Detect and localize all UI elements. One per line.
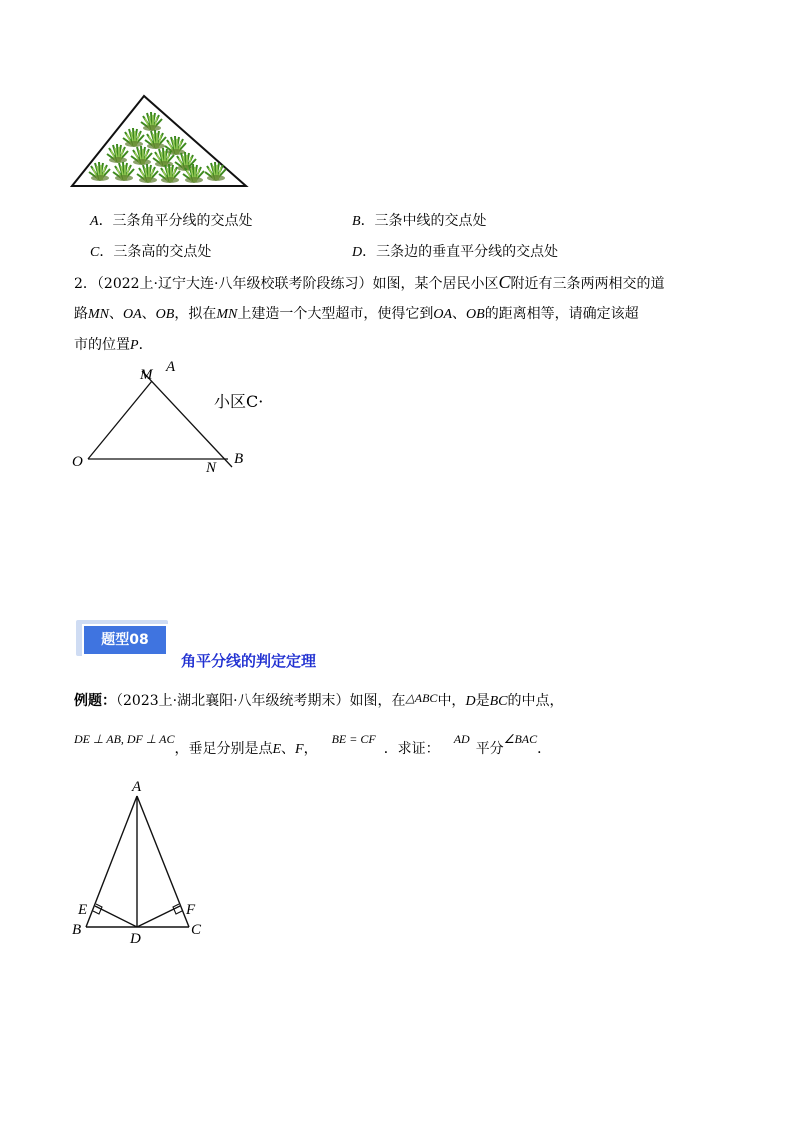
example-cond2: BE = CF — [331, 732, 376, 746]
label-c: C — [191, 922, 202, 938]
label-a: A — [166, 359, 176, 375]
side-ab — [86, 796, 137, 927]
label-b: B — [72, 922, 82, 938]
side-ac — [137, 796, 189, 927]
example-text: 、 — [281, 741, 296, 757]
road-oa — [88, 381, 152, 459]
example-text: ． — [537, 741, 552, 757]
example-var: E — [272, 742, 282, 757]
grass-triangle-figure — [70, 94, 252, 190]
option-c — [90, 241, 211, 261]
option-a-text: ．三条角平分线的交点处 — [98, 213, 253, 229]
q2-text: 、 — [452, 306, 467, 322]
option-b-text: ．三条中线的交点处 — [360, 213, 487, 229]
example-line1 — [74, 690, 563, 710]
label-n: N — [206, 460, 217, 476]
label-o: O — [72, 454, 83, 470]
section-tag — [76, 620, 172, 660]
label-e: E — [78, 902, 88, 918]
q2-text: 的距离相等，请确定该超 — [484, 306, 639, 322]
example-line2 — [74, 732, 552, 758]
q2-var: MN — [88, 307, 109, 322]
section-title: 角平分线的判定定理 — [181, 652, 317, 670]
section-tag-label: 题型08 — [82, 624, 168, 656]
label-b: B — [234, 451, 244, 467]
q2-text: 、 — [109, 306, 123, 322]
q2-var-c: C — [498, 272, 511, 292]
option-c-text: ．三条高的交点处 — [99, 244, 212, 260]
example-cond1: DE ⊥ AB, DF ⊥ AC — [74, 732, 175, 746]
example-text: 如图，在 — [349, 693, 406, 709]
q2-var: P — [130, 338, 139, 353]
example-text: 的中点， — [507, 693, 564, 709]
q2-text: 市的位置 — [74, 337, 130, 353]
example-text: ， — [303, 741, 318, 757]
q2-line1 — [74, 272, 664, 293]
q2-source: （2022上·辽宁大连·八年级校联考阶段练习） — [96, 276, 373, 292]
q2-text: ，拟在 — [174, 306, 217, 322]
label-d: D — [130, 931, 141, 947]
q2-var: OA — [123, 307, 142, 322]
q2-text: 、 — [141, 306, 156, 322]
q2-text: 上建造一个大型超市，使得它到 — [237, 306, 434, 322]
option-b-letter: B — [352, 214, 361, 229]
example-text: ，垂足分别是点 — [174, 741, 273, 757]
q2-text: 路 — [74, 306, 88, 322]
example-text: 平分 — [475, 741, 504, 757]
option-a-letter: A — [90, 214, 99, 229]
q2-line3 — [74, 334, 153, 354]
example-label: 例题： — [74, 693, 116, 709]
example-var: D — [465, 694, 476, 709]
q2-number: 2． — [74, 276, 97, 292]
option-d-text: ．三条边的垂直平分线的交点处 — [362, 244, 559, 260]
example-var: BC — [489, 694, 508, 709]
example-var-ad: AD — [453, 732, 470, 746]
label-a: A — [132, 779, 142, 795]
option-c-letter: C — [90, 245, 100, 260]
example-var: F — [295, 742, 304, 757]
example-tri: △ABC — [405, 691, 438, 705]
example-text: 是 — [475, 693, 490, 709]
example-text: 中， — [437, 693, 466, 709]
triangle-abc-figure — [62, 776, 222, 948]
option-b — [352, 210, 487, 230]
example-angle: ∠BAC — [503, 732, 538, 746]
q2-text: 附近有三条两两相交的道 — [510, 276, 665, 292]
q2-var: OA — [433, 307, 453, 322]
q2-var: OB — [155, 307, 175, 322]
q2-text: 如图，某个居民小区 — [372, 276, 499, 292]
road-figure — [68, 355, 288, 480]
label-f: F — [186, 902, 196, 918]
option-a — [90, 210, 253, 230]
option-d — [352, 241, 558, 261]
q2-var: OB — [466, 307, 485, 322]
q2-var: MN — [216, 307, 238, 322]
road-mn — [142, 371, 232, 467]
option-d-letter: D — [352, 245, 363, 260]
example-source: （2023上·湖北襄阳·八年级统考期末） — [116, 693, 350, 709]
community-label: 小区C· — [214, 392, 264, 411]
label-m: M — [140, 367, 153, 383]
example-text: ．求证： — [383, 741, 440, 757]
q2-line2 — [74, 303, 639, 323]
q2-text: ． — [138, 337, 153, 353]
